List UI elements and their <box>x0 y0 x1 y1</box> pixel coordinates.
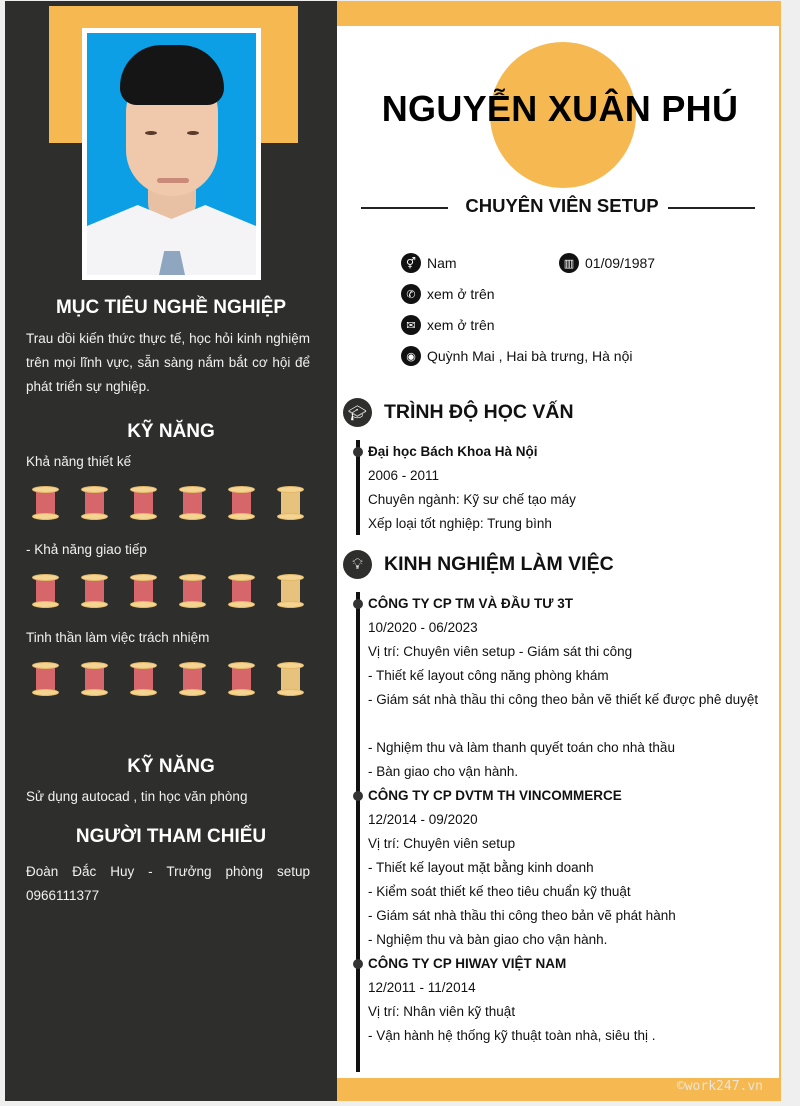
skill-label: Tinh thần làm việc trách nhiệm <box>26 630 210 645</box>
spool-filled-icon <box>130 574 157 608</box>
education-title: TRÌNH ĐỘ HỌC VẤN <box>384 401 574 423</box>
spool-filled-icon <box>228 574 255 608</box>
contact-email <box>401 315 495 335</box>
experience-title: KINH NGHIỆM LÀM VIỆC <box>384 553 614 575</box>
company-name: CÔNG TY CP TM VÀ ĐẦU TƯ 3T <box>368 596 573 611</box>
spool-filled-icon <box>81 574 108 608</box>
spool-filled-icon <box>81 486 108 520</box>
education-school: Đại học Bách Khoa Hà Nội <box>368 444 538 459</box>
location-icon: ◉ <box>401 346 421 366</box>
contact-gender <box>401 253 457 273</box>
contact-address <box>401 346 632 366</box>
gender-value: Nam <box>427 255 457 271</box>
portrait-photo <box>87 33 256 275</box>
company-name: CÔNG TY CP DVTM TH VINCOMMERCE <box>368 788 622 803</box>
experience-header <box>343 550 614 579</box>
job-duty: - Nghiệm thu và làm thanh quyết toán cho nhà thầu <box>368 740 675 755</box>
divider <box>668 207 755 209</box>
phone-value: xem ở trên <box>427 286 495 302</box>
birthday-value: 01/09/1987 <box>585 255 656 271</box>
job-period: 12/2011 - 11/2014 <box>368 980 476 995</box>
cv-page <box>5 0 795 1101</box>
contact-birthday <box>559 253 655 273</box>
spool-filled-icon <box>228 486 255 520</box>
skill-rating <box>32 574 304 608</box>
timeline-dot <box>353 959 363 969</box>
job-position: Vị trí: Chuyên viên setup - Giám sát thi công <box>368 644 633 659</box>
job-title: CHUYÊN VIÊN SETUP <box>465 195 659 216</box>
education-major: Chuyên ngành: Kỹ sư chế tạo máy <box>368 492 576 507</box>
job-period: 12/2014 - 09/2020 <box>368 812 478 827</box>
spool-filled-icon <box>32 662 59 696</box>
skill-label: - Khả năng giao tiếp <box>26 542 147 557</box>
contact-phone <box>401 284 495 304</box>
phone-icon: ✆ <box>401 284 421 304</box>
timeline-dot <box>353 599 363 609</box>
birthday-cake-icon: ▥ <box>559 253 579 273</box>
references-text: Đoàn Đắc Huy - Trưởng phòng setup 0966111377 <box>26 864 310 903</box>
avatar <box>82 28 261 280</box>
references-title: NGƯỜI THAM CHIẾU <box>75 826 267 847</box>
spool-filled-icon <box>179 662 206 696</box>
spool-filled-icon <box>130 662 157 696</box>
job-duty: - Kiểm soát thiết kế theo tiêu chuẩn kỹ thuật <box>368 884 631 899</box>
job-position: Vị trí: Chuyên viên setup <box>368 836 516 851</box>
spool-filled-icon <box>32 574 59 608</box>
education-grade: Xếp loại tốt nghiệp: Trung bình <box>368 516 552 531</box>
spool-filled-icon <box>81 662 108 696</box>
spool-filled-icon <box>179 486 206 520</box>
skills2-text: Sử dụng autocad , tin học văn phòng <box>26 789 248 804</box>
skills2-title: KỸ NĂNG <box>127 756 215 777</box>
objective-title: MỤC TIÊU NGHỀ NGHIỆP <box>55 297 287 318</box>
email-icon: ✉ <box>401 315 421 335</box>
job-duty: - Giám sát nhà thầu thi công theo bản vẽ phát hành <box>368 908 676 923</box>
company-name: CÔNG TY CP HIWAY VIỆT NAM <box>368 956 567 971</box>
experience-timeline <box>356 592 360 1072</box>
spool-filled-icon <box>228 662 255 696</box>
education-header <box>343 398 574 427</box>
sidebar <box>5 1 337 1101</box>
spool-filled-icon <box>32 486 59 520</box>
spool-filled-icon <box>130 486 157 520</box>
gender-icon: ⚥ <box>401 253 421 273</box>
skill-label: Khả năng thiết kế <box>26 454 132 469</box>
spool-empty-icon <box>277 574 304 608</box>
job-duty: - Vận hành hệ thống kỹ thuật toàn nhà, siêu thị . <box>368 1028 656 1043</box>
lightbulb-icon: 💡︎ <box>343 550 372 579</box>
job-duty: - Giám sát nhà thầu thi công theo bản vẽ thiết kế được phê duyệt <box>368 692 759 707</box>
spool-filled-icon <box>179 574 206 608</box>
skill-rating <box>32 486 304 520</box>
spool-empty-icon <box>277 662 304 696</box>
objective-text: Trau dồi kiến thức thực tế, học hỏi kinh nghiệm trên mọi lĩnh vực, sẵn sàng nắm bắt cơ hội để phát triển sự nghiệp. <box>26 331 310 394</box>
watermark: ©work247.vn <box>676 1079 763 1094</box>
skills-title: KỸ NĂNG <box>127 421 215 442</box>
skill-rating <box>32 662 304 696</box>
spool-empty-icon <box>277 486 304 520</box>
job-duty: - Thiết kế layout công năng phòng khám <box>368 668 609 683</box>
graduation-cap-icon: 🎓︎ <box>343 398 372 427</box>
address-value: Quỳnh Mai , Hai bà trưng, Hà nội <box>427 348 633 364</box>
job-period: 10/2020 - 06/2023 <box>368 620 478 635</box>
job-duty: - Thiết kế layout mặt bằng kinh doanh <box>368 860 594 875</box>
timeline-dot <box>353 791 363 801</box>
timeline-dot <box>353 447 363 457</box>
divider <box>361 207 448 209</box>
full-name: NGUYỄN XUÂN PHÚ <box>381 88 739 129</box>
email-value: xem ở trên <box>427 317 495 333</box>
job-duty: - Bàn giao cho vận hành. <box>368 764 519 779</box>
education-period: 2006 - 2011 <box>368 468 440 483</box>
job-position: Vị trí: Nhân viên kỹ thuật <box>368 1004 516 1019</box>
job-duty: - Nghiệm thu và bàn giao cho vận hành. <box>368 932 608 947</box>
